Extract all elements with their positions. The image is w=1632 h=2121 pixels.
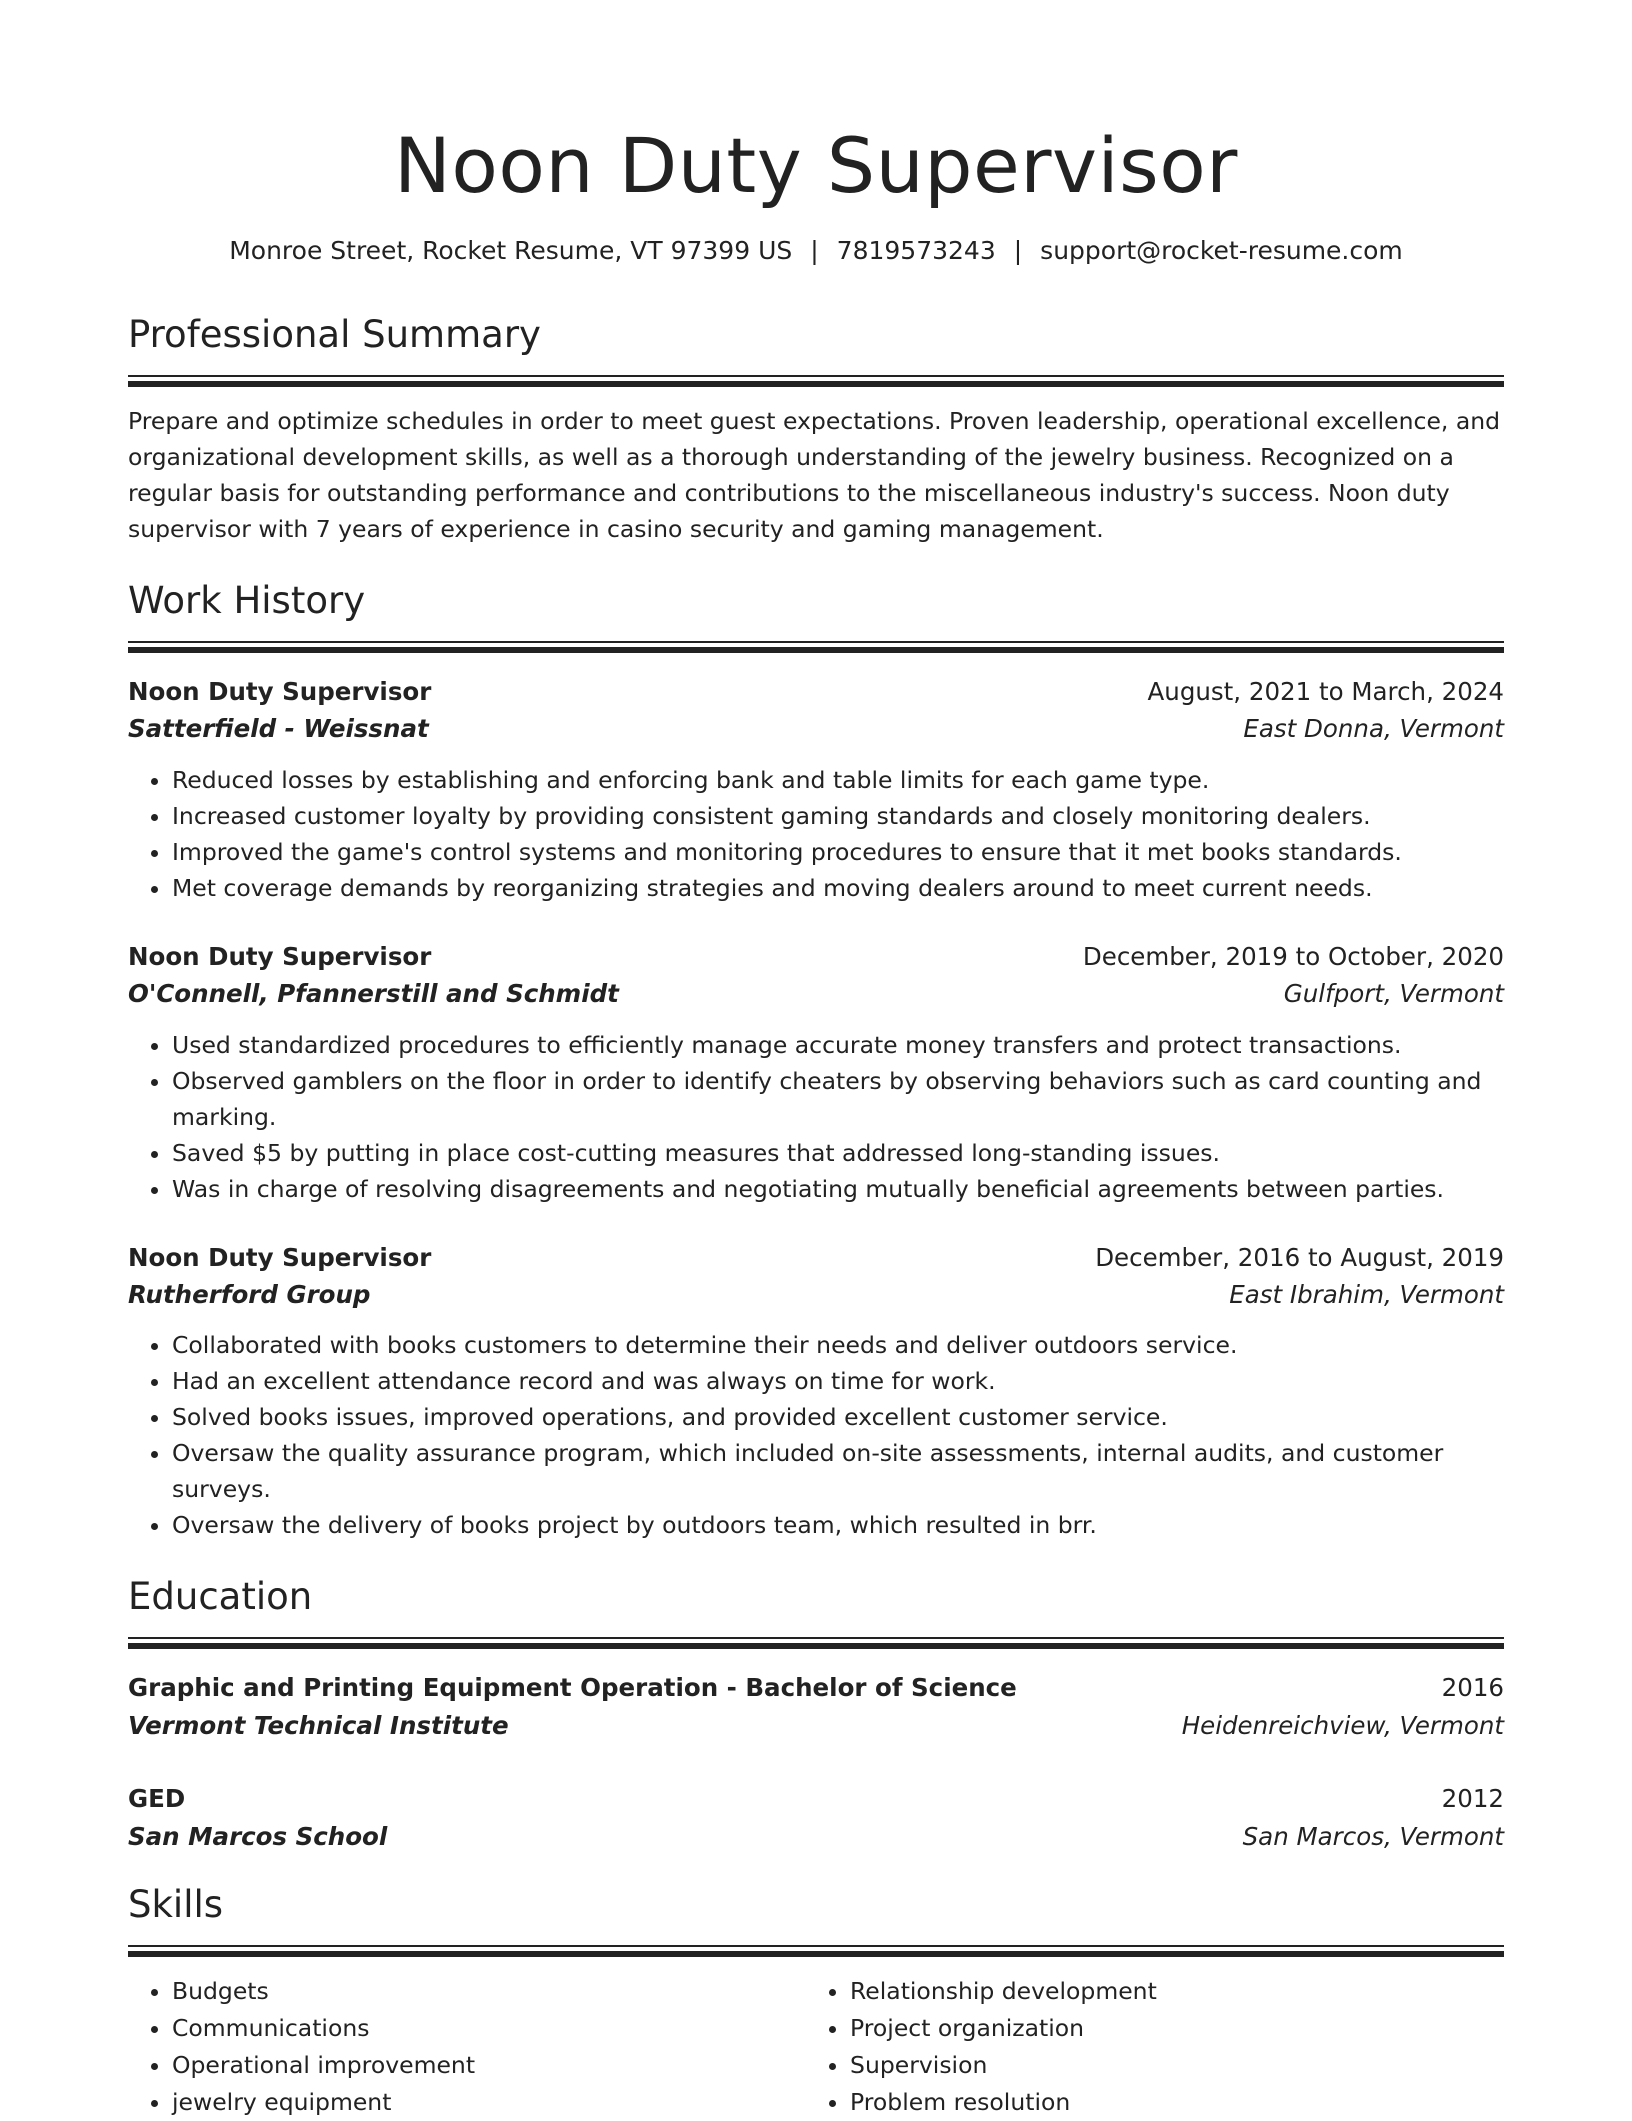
job-bullet: • Reduced losses by establishing and enforcing bank and table limits for each game type. [172,762,1504,798]
contact-separator: | [1013,236,1023,265]
job-company: Rutherford Group [128,1279,371,1309]
job-bullets [128,762,1504,906]
section-title-summary: Professional Summary [128,313,541,356]
skill-item: • Budgets [172,1973,806,2010]
job-entry [128,1243,1504,1544]
section-divider [128,375,1504,387]
job-bullet: • Solved books issues, improved operations, and provided excellent customer service. [172,1399,1504,1435]
skill-item: • Operational improvement [172,2047,806,2084]
job-bullet: • Was in charge of resolving disagreements and negotiating mutually beneficial agreements between parties. [172,1171,1504,1207]
education-year: 2012 [1441,1784,1504,1814]
section-divider [128,1945,1504,1957]
job-location: East Donna, Vermont [1243,714,1504,744]
summary-text: Prepare and optimize schedules in order to meet guest expectations. Proven leadership, operational excellence, and organizational development skills, as well as a thorough understanding of the jewelry business. Recognized on a regular basis for outstanding performance and contributions to the miscellaneous industry's success. Noon duty supervisor with 7 years of experience in casino security and gaming management. [128,407,1501,543]
section-divider [128,641,1504,653]
job-bullet: • Collaborated with books customers to determine their needs and deliver outdoors service. [172,1327,1504,1363]
job-bullet: • Increased customer loyalty by providing consistent gaming standards and closely monitoring dealers. [172,798,1504,834]
job-entry [128,942,1504,1207]
contact-phone: 7819573243 [836,236,996,265]
contact-separator: | [810,236,819,265]
job-title: Noon Duty Supervisor [128,677,432,706]
education-school: San Marcos School [128,1821,388,1851]
job-bullet: • Observed gamblers on the floor in order to identify cheaters by observing behaviors such as card counting and marking. [172,1063,1504,1135]
education-section [128,1575,1504,1851]
job-dates: December, 2019 to October, 2020 [1082,941,1504,971]
skill-item: • Supervision [850,2047,1504,2084]
skill-item: • Relationship development [850,1973,1504,2010]
job-bullet: • Used standardized procedures to efficiently manage accurate money transfers and protect transactions. [172,1027,1504,1063]
skill-item: • jewelry equipment [172,2084,806,2121]
job-bullet: • Oversaw the delivery of books project by outdoors team, which resulted in brr. [172,1507,1504,1543]
skills-grid [128,1973,1504,2121]
skill-item: • Project organization [850,2010,1504,2047]
job-entry [128,677,1504,906]
job-dates: August, 2021 to March, 2024 [1147,677,1504,706]
education-school: Vermont Technical Institute [128,1710,509,1740]
job-bullet: • Improved the game's control systems and monitoring procedures to ensure that it met books standards. [172,834,1504,870]
education-year: 2016 [1441,1673,1504,1703]
contact-line [128,236,1504,266]
resume-name: Noon Duty Supervisor [394,121,1238,210]
job-company: O'Connell, Pfannerstill and Schmidt [128,979,619,1009]
education-entry [128,1784,1504,1851]
job-location: East Ibrahim, Vermont [1229,1279,1504,1309]
section-title-skills: Skills [128,1882,224,1926]
skill-item: • Problem resolution [850,2084,1504,2121]
education-entry [128,1673,1504,1740]
job-bullets [128,1327,1504,1543]
summary-section [128,313,1504,547]
skills-column-left [128,1973,806,2121]
education-degree: GED [128,1784,186,1814]
skills-section [128,1882,1504,2121]
section-divider [128,1637,1504,1649]
section-title-education: Education [128,1575,313,1619]
job-dates: December, 2016 to August, 2019 [1095,1242,1504,1272]
education-location: San Marcos, Vermont [1242,1821,1504,1851]
skill-item: • Communications [172,2010,806,2047]
section-title-work-history: Work History [128,579,366,622]
job-title: Noon Duty Supervisor [128,1242,432,1272]
job-bullet: • Met coverage demands by reorganizing strategies and moving dealers around to meet current needs. [172,870,1504,906]
education-degree: Graphic and Printing Equipment Operation - Bachelor of Science [128,1673,1017,1703]
job-company: Satterfield - Weissnat [128,714,429,744]
job-bullet: • Had an excellent attendance record and was always on time for work. [172,1363,1504,1399]
job-bullet: • Saved $5 by putting in place cost-cutting measures that addressed long-standing issues. [172,1135,1504,1171]
job-bullet: • Oversaw the quality assurance program, which included on-site assessments, internal audits, and customer surveys. [172,1435,1504,1507]
contact-email: support@rocket-resume.com [1040,236,1403,265]
job-title: Noon Duty Supervisor [128,941,432,971]
job-bullets [128,1027,1504,1207]
skills-column-right [806,1973,1504,2121]
work-history-section [128,579,1504,1543]
education-location: Heidenreichview, Vermont [1181,1710,1504,1740]
job-location: Gulfport, Vermont [1283,979,1504,1009]
contact-address: Monroe Street, Rocket Resume, VT 97399 US [229,236,793,265]
